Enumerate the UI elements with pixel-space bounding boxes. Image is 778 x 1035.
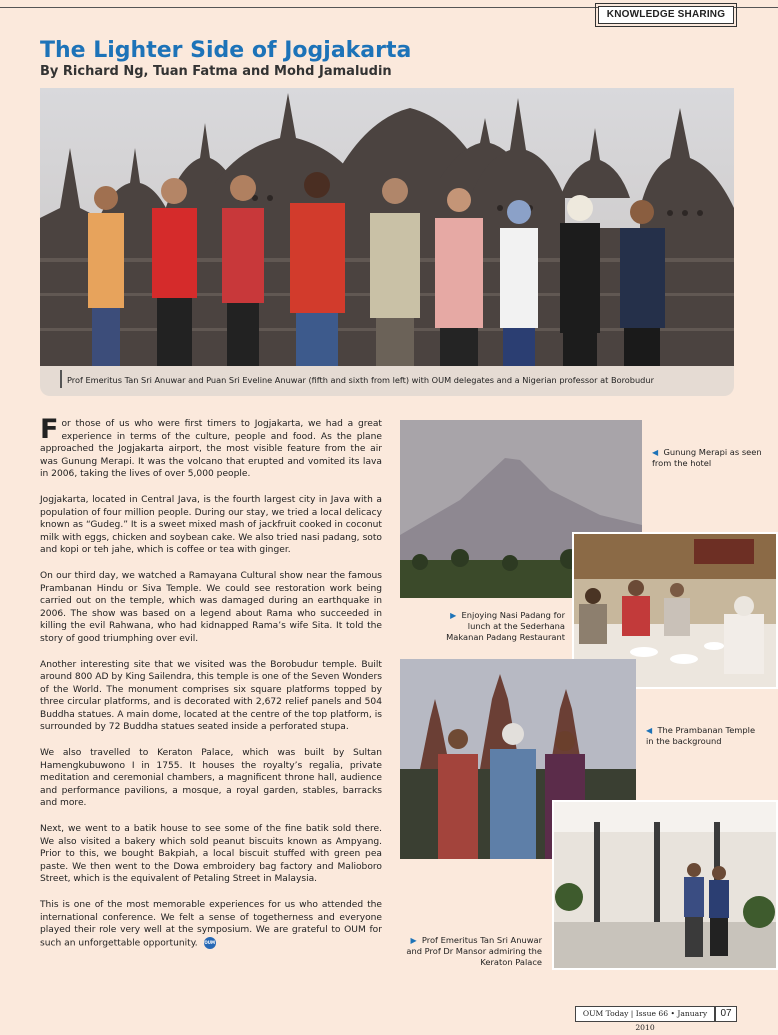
hero-photo-frame — [40, 88, 734, 396]
drop-cap: F — [40, 414, 59, 445]
section-tag: KNOWLEDGE SHARING — [598, 6, 734, 24]
lunch-caption-text: Enjoying Nasi Padang for lunch at the Sederhana Makanan Padang Restaurant — [446, 610, 565, 642]
paragraph-2: Jogjakarta, located in Central Java, is the fourth largest city in Java with a population of four million people. During our stay, we tried a local delicacy known as “Gudeg.” It is a sweet mixed mash of jackfruit cooked in coconut milk with eggs, chicken and soybean cake. We also tried nasi padang, soto and kopi or teh jahe, which is coffee or tea with ginger. — [40, 494, 382, 556]
paragraph-7-text: This is one of the most memorable experiences for us who attended the international conference. We felt a sense of togetherness and everyone played their role very well at the symposium. We are grateful to OUM for such an unforgettable opportunity. — [40, 900, 382, 949]
hero-caption: Prof Emeritus Tan Sri Anuwar and Puan Sri Eveline Anuwar (fifth and sixth from left) with OUM delegates and a Nigerian professor at Borobudur — [60, 370, 720, 388]
arrow-left-icon: ◀ — [652, 448, 659, 457]
paragraph-3: On our third day, we watched a Ramayana Cultural show near the famous Prambanan Hindu or Siva Temple. We could see restoration work being carried out on the temple, which was damaged during an earthquake in 2006. The show was based on a legend about Rama who succeeded in killing the evil Rahwana, who had kidnapped Rama’s wife Sita. It told the story of good triumphing over evil. — [40, 570, 382, 644]
borobudur-group-photo — [40, 88, 734, 366]
paragraph-6: Next, we went to a batik house to see some of the fine batik sold there. We also visited a bakery which sold peanut biscuits known as Ampyang. Prior to this, we bought Bakpiah, a local biscuit stuffed with green pea paste. We then went to the Dowa embroidery bag factory and Malioboro Street, which is the equivalent of Petaling Street in Malaysia. — [40, 824, 382, 885]
publication-info: OUM Today | Issue 66 • January 2010 — [575, 1006, 715, 1022]
article-byline: By Richard Ng, Tuan Fatma and Mohd Jamaludin — [40, 64, 392, 79]
article-title: The Lighter Side of Jogjakarta — [40, 38, 412, 63]
page-number: 07 — [715, 1006, 737, 1022]
lunch-caption — [430, 610, 565, 643]
arrow-right-icon: ▶ — [410, 936, 417, 945]
oum-logo-icon: OUM — [204, 937, 216, 949]
keraton-caption — [400, 935, 542, 968]
merapi-caption-text: Gunung Merapi as seen from the hotel — [652, 447, 762, 468]
keraton-photo — [552, 800, 778, 970]
paragraph-5: We also travelled to Keraton Palace, which was built by Sultan Hamengkubuwono I in 1755. It houses the royalty’s regalia, private meditation and ceremonial chambers, a magnificent throne hall, audience and performance pavilions, a mosque, a royal garden, stables, barracks and more. — [40, 748, 382, 809]
arrow-right-icon: ▶ — [450, 611, 457, 620]
paragraph-1-text: or those of us who were first timers to Jogjakarta, we had a great experience in terms of the culture, people and food. As the plane approached the Jogjakarta airport, the most visible feature from the air was Gunung Merapi. It was the volcano that erupted and vomited its lava in 2006, taking the lives of over 5,000 people. — [40, 419, 382, 480]
arrow-left-icon: ◀ — [646, 726, 653, 735]
paragraph-4: Another interesting site that we visited was the Borobudur temple. Built around 800 AD by King Sailendra, this temple is one of the Seven Wonders of the World. The monument comprises six square platforms topped by three circular platforms, and is decorated with 2,672 relief panels and 504 Buddha statues. A main dome, located at the centre of the top platform, is surrounded by 72 Buddha statues seated inside a perforated stupa. — [40, 659, 382, 733]
keraton-caption-text: Prof Emeritus Tan Sri Anuwar and Prof Dr Mansor admiring the Keraton Palace — [406, 935, 542, 967]
merapi-caption — [652, 447, 762, 469]
paragraph-1 — [40, 414, 382, 481]
paragraph-7 — [40, 899, 382, 950]
prambanan-caption-text: The Prambanan Temple in the background — [646, 725, 756, 746]
prambanan-caption — [646, 725, 756, 747]
article-body — [40, 414, 382, 963]
